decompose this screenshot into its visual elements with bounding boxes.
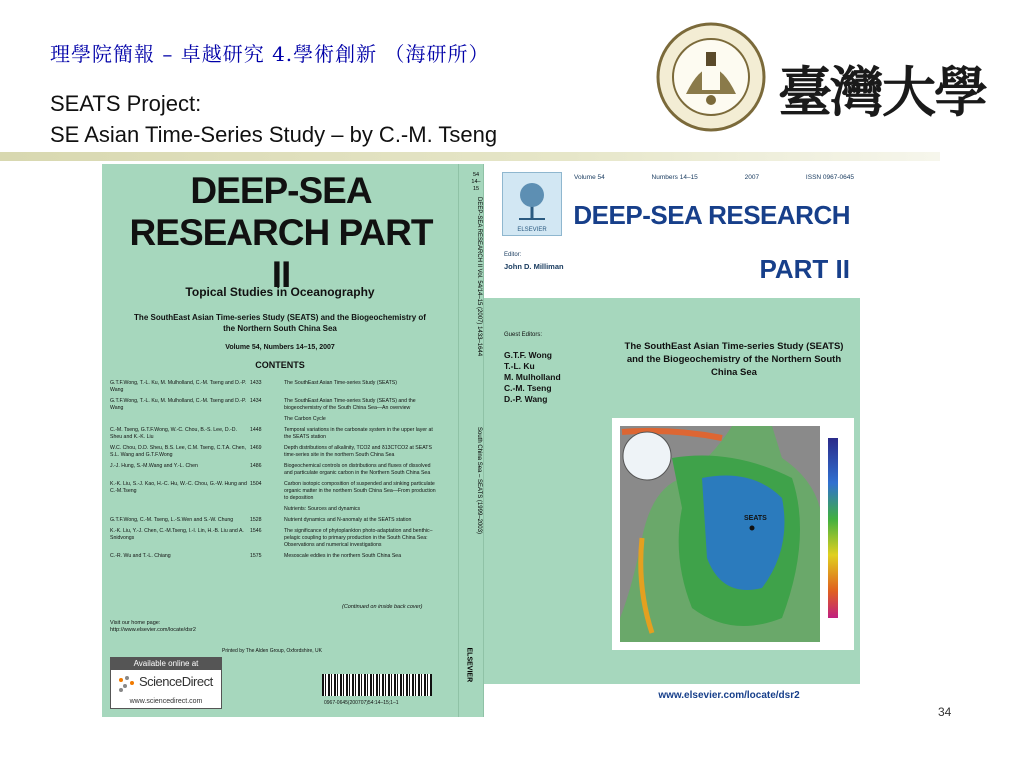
front-volume: Volume 54 [574, 174, 605, 181]
slide-subtitle [50, 88, 497, 150]
toc-title: Mesoscale eddies in the northern South China Sea [284, 553, 402, 559]
header-divider [0, 152, 940, 161]
front-title: DEEP-SEA RESEARCH [573, 200, 850, 230]
guest-editor-name: T.-L. Ku [504, 361, 535, 371]
elsevier-logo [502, 172, 562, 236]
front-meta-row [574, 174, 854, 181]
front-cover [484, 164, 860, 717]
toc-row [110, 481, 440, 502]
editor-label: Editor: [504, 252, 522, 258]
toc-title: The Carbon Cycle [284, 416, 326, 422]
barcode-number: 0967-0645(200707)54:14–15;1–1 [324, 700, 399, 706]
sciencedirect-logo-icon [117, 674, 137, 694]
sd-name: ScienceDirect [139, 674, 213, 689]
toc-page: 1486 [250, 463, 262, 469]
sciencedirect-badge [110, 657, 222, 709]
toc-title: Temporal variations in the carbonate system in the upper layer at the SEATS station [284, 427, 433, 440]
back-cover-title: DEEP-SEA RESEARCH PART II [129, 170, 433, 295]
toc-authors: G.T.F.Wong, C.-M. Tseng, L.-S.Wen and S.-W. Chung [110, 517, 234, 523]
spine-title: DEEP-SEA RESEARCH II Vol. 54/14–15 (2007) 1433–1644 [476, 197, 482, 357]
toc-authors: G.T.F.Wong, T.-L. Ku, M. Mulholland, C.-M. Tseng and D.-P. Wang [110, 380, 247, 393]
front-year: 2007 [744, 174, 760, 181]
home-page-label: Visit our home page: [110, 620, 161, 626]
elsevier-tree-icon [515, 181, 549, 221]
home-page-note [110, 620, 196, 634]
toc-row [110, 517, 440, 524]
contents-heading: CONTENTS [255, 360, 305, 370]
toc-page: 1528 [250, 517, 262, 523]
subtitle-line-1: SEATS Project: [50, 91, 202, 116]
toc-authors: K.-K. Liu, Y.-J. Chen, C.-M.Tseng, I.-I. Lin, H.-B. Liu and A. Snidvongs [110, 528, 244, 541]
subtitle-line-2: SE Asian Time-Series Study – by C.-M. Tseng [50, 122, 498, 147]
toc-row [110, 427, 440, 441]
front-issn: ISSN 0967-0645 [805, 174, 854, 181]
toc-page: 1575 [250, 553, 262, 559]
toc-row [110, 553, 440, 560]
front-issue-title: The SouthEast Asian Time-series Study (SEATS) and the Biogeochemistry of the Northern South China Sea [624, 341, 844, 378]
toc-page [250, 416, 284, 423]
back-cover-issue: The SouthEast Asian Time-series Study (SEATS) and the Biogeochemistry of the Northern South China Sea [134, 313, 426, 333]
toc-authors: C.-R. Wu and T.-L. Chiang [110, 553, 171, 559]
slide-title-chinese: 理學院簡報 – 卓越研究 4.學術創新 （海研所） [50, 42, 490, 66]
back-cover-subtitle: Topical Studies in Oceanography [185, 285, 375, 299]
toc-title: Depth distributions of alkalinity, TCO2 and δ13CTCO2 at SEATS time-series site in the northern South China Sea [284, 445, 432, 458]
spine-publisher: ELSEVIER [465, 647, 473, 683]
south-china-sea-map [612, 418, 854, 650]
toc-row [110, 398, 440, 412]
toc-page: 1546 [250, 528, 262, 534]
university-calligraphy-logo: 臺灣大學 [778, 60, 986, 124]
toc-page: 1433 [250, 380, 262, 386]
toc-page: 1469 [250, 445, 262, 451]
sd-url: www.sciencedirect.com [129, 698, 203, 705]
back-cover [102, 164, 458, 717]
toc-row [110, 380, 440, 394]
continued-note: (Continued on inside back cover) [342, 604, 423, 610]
front-part: PART II [759, 254, 850, 284]
toc-page: 1434 [250, 398, 262, 404]
toc-title: Biogeochemical controls on distributions and fluxes of dissolved and particulate organic carbon in the Northern South China Sea [284, 463, 431, 476]
toc-title: The significance of phytoplankton photo-adaptation and benthic–pelagic coupling to primary production in the South China Sea: Observations and numerical investigations [284, 528, 433, 548]
journal-cover-image [102, 164, 860, 717]
printed-by: Printed by The Alden Group, Oxfordshire, UK [222, 648, 322, 654]
toc-authors: W.C. Chou, D.D. Sheu, B.S. Lee, C.M. Tseng, C.T.A. Chen, S.L. Wang and G.T.F.Wong [110, 445, 246, 458]
spine-number: 54 14–15 [471, 172, 481, 192]
journal-spine [458, 164, 484, 717]
map-seats-label: SEATS [744, 515, 767, 522]
spine-subtitle: South China Sea – SEATS (1999–2003) [476, 427, 482, 534]
elsevier-wordmark: ELSEVIER [517, 227, 547, 233]
toc-authors [110, 506, 250, 513]
barcode [322, 674, 432, 696]
toc-title: Nutrient dynamics and N-anomaly at the SEATS station [284, 517, 412, 523]
home-page-url: http://www.elsevier.com/locate/dsr2 [110, 627, 196, 633]
guest-editors-label: Guest Editors: [504, 332, 543, 338]
guest-editor-name: G.T.F. Wong [504, 350, 553, 360]
toc-title: The SouthEast Asian Time-series Study (SEATS) and the biogeochemistry of the South China Sea—An overview [284, 398, 416, 411]
toc-row [110, 463, 440, 477]
toc-page: 1504 [250, 481, 262, 487]
toc-row [110, 445, 440, 459]
toc-page: 1448 [250, 427, 262, 433]
guest-editors-list [504, 350, 561, 405]
toc-row [110, 416, 440, 423]
toc-title: Nutrients: Sources and dynamics [284, 506, 361, 512]
front-url: www.elsevier.com/locate/dsr2 [658, 690, 800, 701]
toc-authors [110, 416, 250, 423]
front-numbers: Numbers 14–15 [651, 174, 698, 181]
back-cover-volume: Volume 54, Numbers 14–15, 2007 [225, 344, 335, 351]
toc-title: The SouthEast Asian Time-series Study (SEATS) [284, 380, 397, 386]
guest-editor-name: D.-P. Wang [504, 394, 548, 404]
toc-row [110, 506, 440, 513]
toc-row [110, 528, 440, 549]
toc-page [250, 506, 284, 513]
guest-editor-name: M. Mulholland [504, 372, 561, 382]
toc-authors: G.T.F.Wong, T.-L. Ku, M. Mulholland, C.-M. Tseng and D.-P. Wang [110, 398, 247, 411]
editor-name: John D. Milliman [504, 262, 564, 271]
university-seal-icon [656, 22, 766, 132]
toc-authors: K.-K. Liu, S.-J. Kao, H.-C. Hu, W.-C. Chou, G.-W. Hung and C.-M.Tseng [110, 481, 247, 494]
toc-title: Carbon isotopic composition of suspended and sinking particulate organic matter in the northern South China Sea—From production to deposition [284, 481, 436, 501]
table-of-contents [110, 380, 440, 564]
toc-authors: J.-J. Hung, S.-M.Wang and Y.-L. Chen [110, 463, 198, 469]
sd-available: Available online at [111, 658, 221, 670]
page-number: 34 [938, 705, 952, 719]
guest-editor-name: C.-M. Tseng [504, 383, 552, 393]
toc-authors: C.-M. Tseng, G.T.F.Wong, W.-C. Chou, B.-S. Lee, D.-D. Sheu and K.-K. Liu [110, 427, 237, 440]
